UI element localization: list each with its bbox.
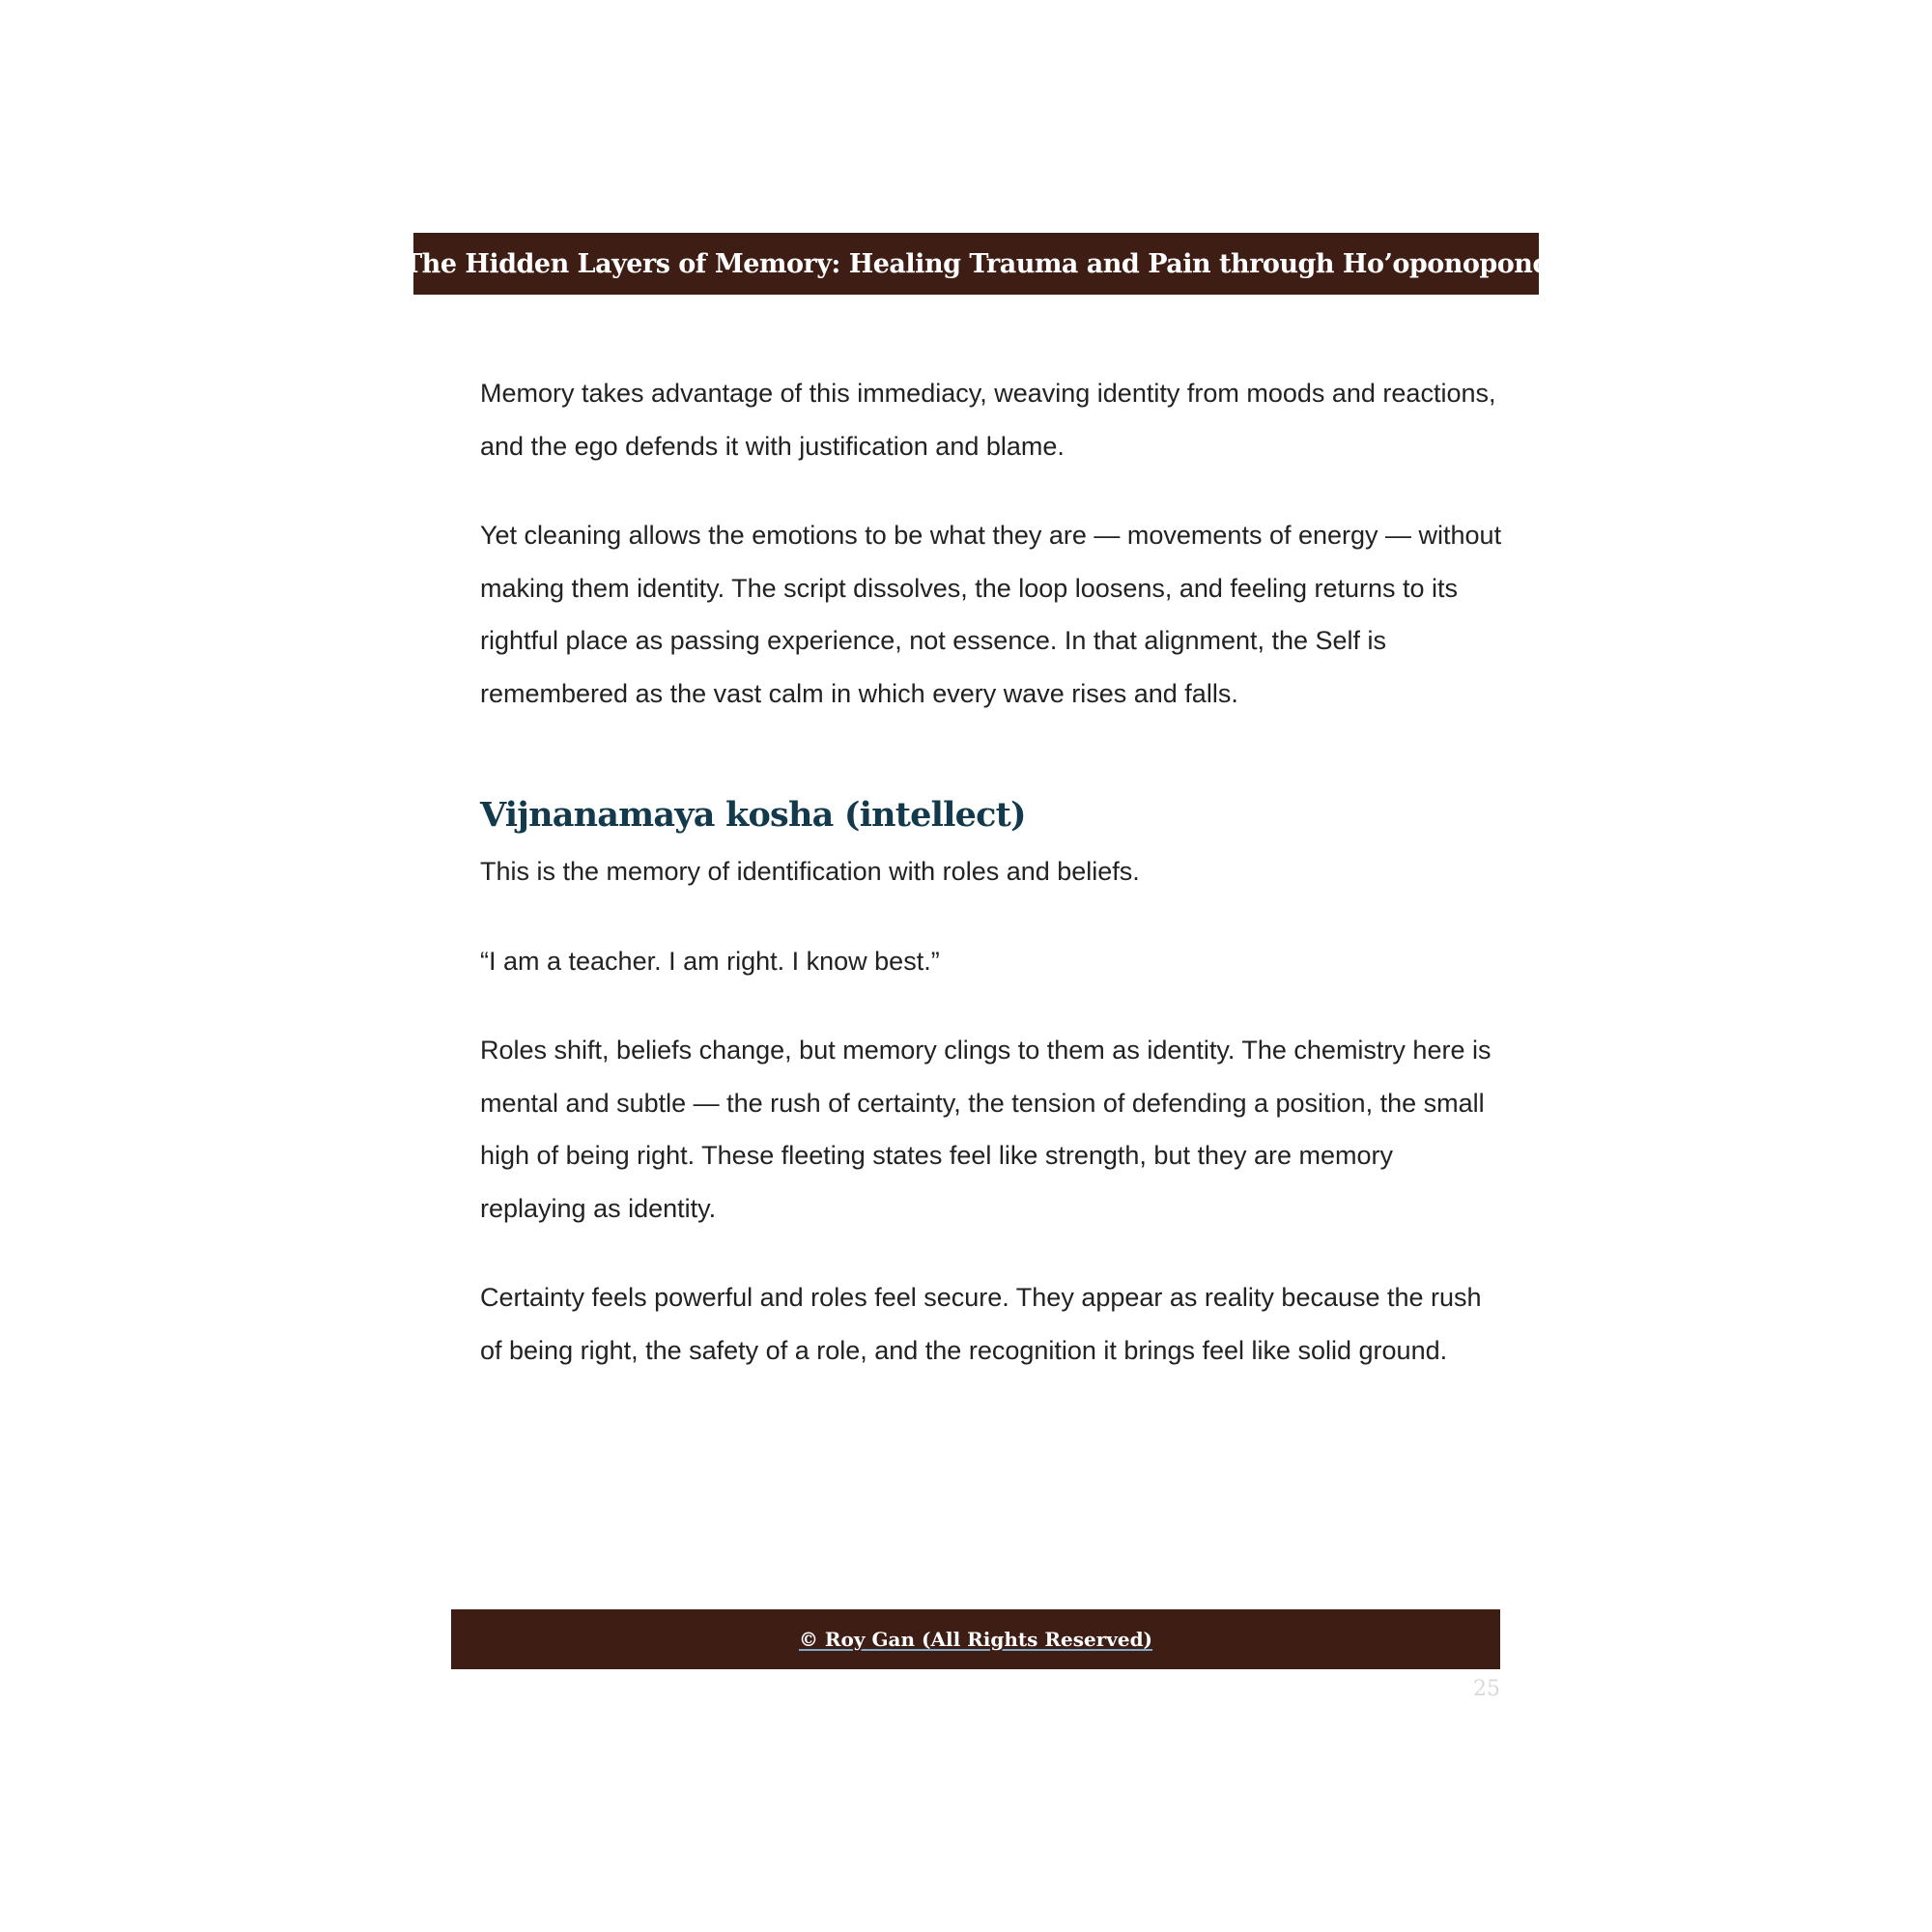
paragraph: Roles shift, beliefs change, but memory clings to them as identity. The chemistry here is mental and subtle — the rush of certainty, the tension of defending a position, the small high of being right. These fleeting states feel like strength, but they are memory replaying as identity. [480,1036,1492,1223]
page-number: 25 [1473,1677,1500,1701]
copyright-link[interactable]: © Roy Gan (All Rights Reserved) [798,1628,1153,1651]
paragraph: Yet cleaning allows the emotions to be what they are — movements of energy — without making them identity. The script dissolves, the loop loosens, and feeling returns to its rightful place as passing experience, not essence. In that alignment, the Self is remembered as the vast calm in which every wave rises and falls. [480,521,1502,708]
page-content [480,367,1504,1413]
paragraph: This is the memory of identification with roles and beliefs. [480,857,1140,886]
document-title: The Hidden Layers of Memory: Healing Trauma and Pain through Ho’oponopono [403,248,1549,279]
quote-paragraph: “I am a teacher. I am right. I know best.” [480,946,940,976]
section-heading: Vijnanamaya kosha (intellect) [480,795,1026,835]
paragraph: Certainty feels powerful and roles feel secure. They appear as reality because the rush of being right, the safety of a role, and the recognition it brings feel like solid ground. [480,1283,1482,1365]
footer-banner [451,1609,1500,1669]
header-banner [403,233,1549,295]
paragraph: Memory takes advantage of this immediacy, weaving identity from moods and reactions, and the ego defends it with justification and blame. [480,379,1496,461]
